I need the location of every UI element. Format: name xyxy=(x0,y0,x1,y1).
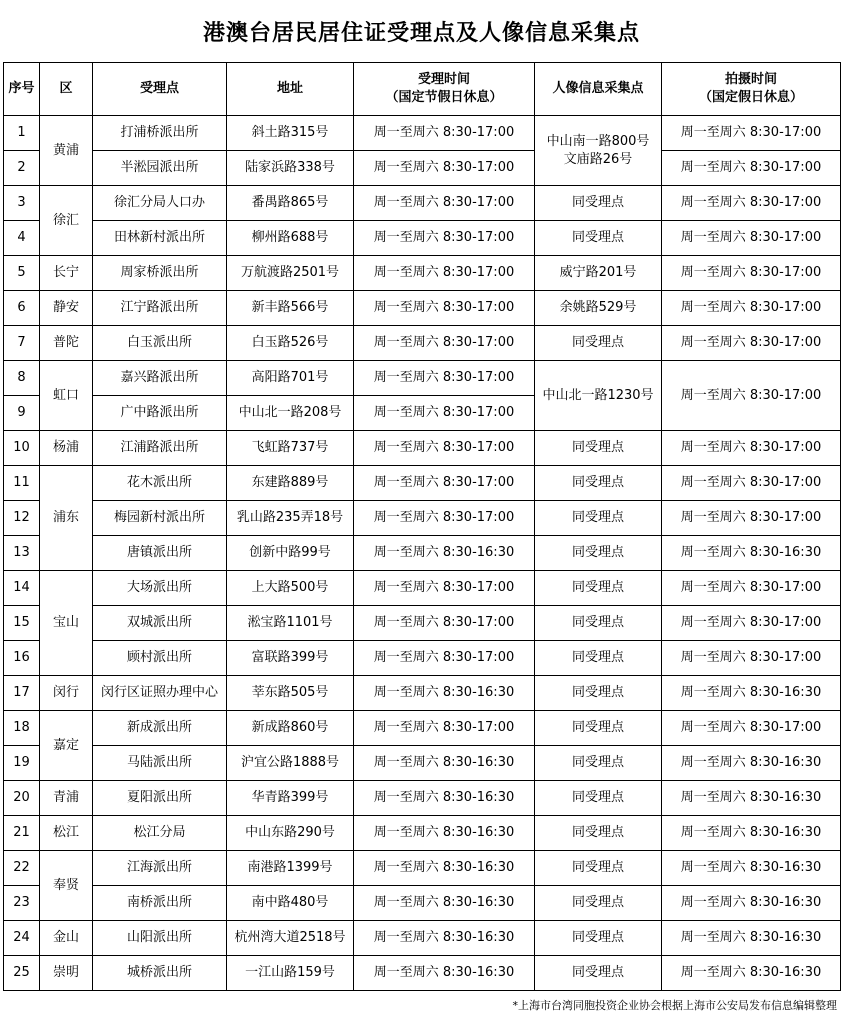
cell-office: 梅园新村派出所 xyxy=(93,501,227,536)
cell-accept-time: 周一至周六 8:30-17:00 xyxy=(354,571,535,606)
table-row xyxy=(4,116,841,151)
cell-photo-point: 威宁路201号 xyxy=(535,256,662,291)
table-row xyxy=(4,746,841,781)
cell-office: 城桥派出所 xyxy=(93,956,227,991)
cell-photo-point: 同受理点 xyxy=(535,501,662,536)
cell-address: 杭州湾大道2518号 xyxy=(227,921,354,956)
cell-accept-time: 周一至周六 8:30-17:00 xyxy=(354,431,535,466)
photo-point-line: 文庙路26号 xyxy=(563,151,633,167)
cell-no: 7 xyxy=(4,326,40,361)
cell-district: 静安 xyxy=(40,291,93,326)
cell-no: 22 xyxy=(4,851,40,886)
table-row xyxy=(4,186,841,221)
cell-shoot-time: 周一至周六 8:30-17:00 xyxy=(662,291,841,326)
cell-shoot-time: 周一至周六 8:30-17:00 xyxy=(662,326,841,361)
cell-photo-point: 同受理点 xyxy=(535,746,662,781)
header-accept-time xyxy=(354,63,535,116)
cell-district: 黄浦 xyxy=(40,116,93,186)
cell-office: 唐镇派出所 xyxy=(93,536,227,571)
cell-accept-time: 周一至周六 8:30-17:00 xyxy=(354,501,535,536)
cell-shoot-time: 周一至周六 8:30-16:30 xyxy=(662,886,841,921)
cell-accept-time: 周一至周六 8:30-17:00 xyxy=(354,256,535,291)
cell-accept-time: 周一至周六 8:30-17:00 xyxy=(354,186,535,221)
cell-shoot-time: 周一至周六 8:30-17:00 xyxy=(662,571,841,606)
table-row xyxy=(4,711,841,746)
cell-office: 白玉派出所 xyxy=(93,326,227,361)
cell-address: 上大路500号 xyxy=(227,571,354,606)
cell-no: 4 xyxy=(4,221,40,256)
cell-district: 宝山 xyxy=(40,571,93,676)
cell-photo-point: 同受理点 xyxy=(535,956,662,991)
table-row xyxy=(4,151,841,186)
cell-accept-time: 周一至周六 8:30-16:30 xyxy=(354,676,535,711)
cell-no: 25 xyxy=(4,956,40,991)
cell-address: 飞虹路737号 xyxy=(227,431,354,466)
cell-address: 富联路399号 xyxy=(227,641,354,676)
cell-office: 夏阳派出所 xyxy=(93,781,227,816)
cell-no: 13 xyxy=(4,536,40,571)
cell-district: 徐汇 xyxy=(40,186,93,256)
cell-no: 24 xyxy=(4,921,40,956)
cell-office: 嘉兴路派出所 xyxy=(93,361,227,396)
cell-photo-point: 同受理点 xyxy=(535,781,662,816)
cell-shoot-time: 周一至周六 8:30-17:00 xyxy=(662,221,841,256)
table-row xyxy=(4,256,841,291)
cell-shoot-time: 周一至周六 8:30-17:00 xyxy=(662,431,841,466)
cell-no: 21 xyxy=(4,816,40,851)
cell-office: 双城派出所 xyxy=(93,606,227,641)
cell-accept-time: 周一至周六 8:30-16:30 xyxy=(354,746,535,781)
header-accept-time-label: 受理时间 xyxy=(417,72,470,88)
cell-shoot-time: 周一至周六 8:30-17:00 xyxy=(662,116,841,151)
cell-photo-point: 中山北一路1230号 xyxy=(535,361,662,431)
cell-office: 顾村派出所 xyxy=(93,641,227,676)
cell-no: 10 xyxy=(4,431,40,466)
cell-no: 15 xyxy=(4,606,40,641)
cell-district: 杨浦 xyxy=(40,431,93,466)
cell-district: 青浦 xyxy=(40,781,93,816)
cell-shoot-time: 周一至周六 8:30-17:00 xyxy=(662,151,841,186)
table-row xyxy=(4,431,841,466)
cell-accept-time: 周一至周六 8:30-16:30 xyxy=(354,921,535,956)
cell-shoot-time: 周一至周六 8:30-17:00 xyxy=(662,501,841,536)
cell-accept-time: 周一至周六 8:30-17:00 xyxy=(354,361,535,396)
cell-shoot-time: 周一至周六 8:30-16:30 xyxy=(662,921,841,956)
cell-address: 一江山路159号 xyxy=(227,956,354,991)
cell-no: 2 xyxy=(4,151,40,186)
header-office: 受理点 xyxy=(93,63,227,116)
cell-address: 陆家浜路338号 xyxy=(227,151,354,186)
cell-no: 16 xyxy=(4,641,40,676)
header-district: 区 xyxy=(40,63,93,116)
table-row xyxy=(4,781,841,816)
cell-district: 长宁 xyxy=(40,256,93,291)
cell-shoot-time: 周一至周六 8:30-16:30 xyxy=(662,536,841,571)
cell-address: 白玉路526号 xyxy=(227,326,354,361)
photo-point-line: 中山南一路800号 xyxy=(546,133,650,149)
cell-office: 大场派出所 xyxy=(93,571,227,606)
cell-shoot-time: 周一至周六 8:30-17:00 xyxy=(662,711,841,746)
cell-photo-point: 同受理点 xyxy=(535,676,662,711)
cell-address: 斜土路315号 xyxy=(227,116,354,151)
cell-address: 沪宜公路1888号 xyxy=(227,746,354,781)
cell-no: 1 xyxy=(4,116,40,151)
cell-address: 东建路889号 xyxy=(227,466,354,501)
cell-no: 9 xyxy=(4,396,40,431)
cell-office: 徐汇分局人口办 xyxy=(93,186,227,221)
cell-accept-time: 周一至周六 8:30-17:00 xyxy=(354,711,535,746)
table-row xyxy=(4,816,841,851)
cell-office: 新成派出所 xyxy=(93,711,227,746)
table-row xyxy=(4,676,841,711)
cell-district: 奉贤 xyxy=(40,851,93,921)
table-row xyxy=(4,606,841,641)
header-photo-point: 人像信息采集点 xyxy=(535,63,662,116)
cell-no: 8 xyxy=(4,361,40,396)
cell-no: 23 xyxy=(4,886,40,921)
cell-accept-time: 周一至周六 8:30-16:30 xyxy=(354,781,535,816)
cell-district: 浦东 xyxy=(40,466,93,571)
cell-district: 松江 xyxy=(40,816,93,851)
table-row xyxy=(4,361,841,396)
cell-address: 中山北一路208号 xyxy=(227,396,354,431)
cell-address: 南中路480号 xyxy=(227,886,354,921)
cell-address: 柳州路688号 xyxy=(227,221,354,256)
cell-photo-point xyxy=(535,116,662,186)
cell-no: 19 xyxy=(4,746,40,781)
cell-district: 嘉定 xyxy=(40,711,93,781)
table-row xyxy=(4,501,841,536)
cell-shoot-time: 周一至周六 8:30-17:00 xyxy=(662,606,841,641)
cell-address: 乳山路235弄18号 xyxy=(227,501,354,536)
cell-address: 南港路1399号 xyxy=(227,851,354,886)
cell-no: 20 xyxy=(4,781,40,816)
cell-photo-point: 同受理点 xyxy=(535,536,662,571)
cell-district: 金山 xyxy=(40,921,93,956)
cell-address: 新成路860号 xyxy=(227,711,354,746)
cell-shoot-time: 周一至周六 8:30-16:30 xyxy=(662,746,841,781)
cell-office: 松江分局 xyxy=(93,816,227,851)
cell-office: 广中路派出所 xyxy=(93,396,227,431)
table-row xyxy=(4,571,841,606)
cell-accept-time: 周一至周六 8:30-17:00 xyxy=(354,396,535,431)
cell-office: 打浦桥派出所 xyxy=(93,116,227,151)
table-row xyxy=(4,536,841,571)
cell-district: 闵行 xyxy=(40,676,93,711)
cell-district: 普陀 xyxy=(40,326,93,361)
cell-photo-point: 同受理点 xyxy=(535,851,662,886)
table-row xyxy=(4,851,841,886)
cell-photo-point: 同受理点 xyxy=(535,221,662,256)
cell-office: 南桥派出所 xyxy=(93,886,227,921)
cell-accept-time: 周一至周六 8:30-17:00 xyxy=(354,116,535,151)
cell-office: 花木派出所 xyxy=(93,466,227,501)
cell-accept-time: 周一至周六 8:30-17:00 xyxy=(354,221,535,256)
cell-photo-point: 同受理点 xyxy=(535,886,662,921)
cell-district: 虹口 xyxy=(40,361,93,431)
cell-office: 马陆派出所 xyxy=(93,746,227,781)
cell-photo-point: 同受理点 xyxy=(535,921,662,956)
cell-shoot-time: 周一至周六 8:30-17:00 xyxy=(662,361,841,431)
cell-address: 新丰路566号 xyxy=(227,291,354,326)
cell-no: 12 xyxy=(4,501,40,536)
cell-office: 江浦路派出所 xyxy=(93,431,227,466)
table-row xyxy=(4,886,841,921)
cell-accept-time: 周一至周六 8:30-16:30 xyxy=(354,956,535,991)
cell-shoot-time: 周一至周六 8:30-16:30 xyxy=(662,851,841,886)
cell-shoot-time: 周一至周六 8:30-17:00 xyxy=(662,256,841,291)
cell-no: 17 xyxy=(4,676,40,711)
cell-photo-point: 同受理点 xyxy=(535,326,662,361)
cell-accept-time: 周一至周六 8:30-17:00 xyxy=(354,466,535,501)
cell-accept-time: 周一至周六 8:30-17:00 xyxy=(354,326,535,361)
cell-no: 18 xyxy=(4,711,40,746)
table-row xyxy=(4,221,841,256)
table-row xyxy=(4,466,841,501)
cell-no: 11 xyxy=(4,466,40,501)
header-shoot-time-label: 拍摄时间 xyxy=(724,72,777,88)
cell-photo-point: 同受理点 xyxy=(535,816,662,851)
table-row xyxy=(4,641,841,676)
cell-shoot-time: 周一至周六 8:30-16:30 xyxy=(662,676,841,711)
table-row xyxy=(4,291,841,326)
cell-shoot-time: 周一至周六 8:30-17:00 xyxy=(662,186,841,221)
cell-address: 番禺路865号 xyxy=(227,186,354,221)
cell-office: 闵行区证照办理中心 xyxy=(93,676,227,711)
header-shoot-time xyxy=(662,63,841,116)
cell-accept-time: 周一至周六 8:30-16:30 xyxy=(354,816,535,851)
cell-address: 中山东路290号 xyxy=(227,816,354,851)
cell-photo-point: 同受理点 xyxy=(535,606,662,641)
cell-address: 淞宝路1101号 xyxy=(227,606,354,641)
cell-accept-time: 周一至周六 8:30-17:00 xyxy=(354,606,535,641)
cell-accept-time: 周一至周六 8:30-17:00 xyxy=(354,641,535,676)
cell-photo-point: 同受理点 xyxy=(535,186,662,221)
cell-office: 江海派出所 xyxy=(93,851,227,886)
cell-accept-time: 周一至周六 8:30-17:00 xyxy=(354,291,535,326)
cell-office: 半淞园派出所 xyxy=(93,151,227,186)
cell-no: 14 xyxy=(4,571,40,606)
cell-no: 6 xyxy=(4,291,40,326)
cell-office: 周家桥派出所 xyxy=(93,256,227,291)
cell-accept-time: 周一至周六 8:30-17:00 xyxy=(354,151,535,186)
cell-shoot-time: 周一至周六 8:30-16:30 xyxy=(662,816,841,851)
cell-photo-point: 同受理点 xyxy=(535,431,662,466)
table-row xyxy=(4,921,841,956)
header-accept-time-note: （国定节假日休息） xyxy=(385,90,503,105)
cell-shoot-time: 周一至周六 8:30-17:00 xyxy=(662,641,841,676)
cell-address: 华青路399号 xyxy=(227,781,354,816)
cell-shoot-time: 周一至周六 8:30-16:30 xyxy=(662,956,841,991)
cell-address: 高阳路701号 xyxy=(227,361,354,396)
header-address: 地址 xyxy=(227,63,354,116)
cell-address: 创新中路99号 xyxy=(227,536,354,571)
cell-photo-point: 同受理点 xyxy=(535,571,662,606)
cell-office: 山阳派出所 xyxy=(93,921,227,956)
cell-photo-point: 余姚路529号 xyxy=(535,291,662,326)
table-header-row xyxy=(4,63,841,116)
cell-accept-time: 周一至周六 8:30-16:30 xyxy=(354,536,535,571)
service-points-table xyxy=(3,62,841,991)
cell-photo-point: 同受理点 xyxy=(535,466,662,501)
table-row xyxy=(4,956,841,991)
cell-address: 莘东路505号 xyxy=(227,676,354,711)
cell-accept-time: 周一至周六 8:30-16:30 xyxy=(354,851,535,886)
page-title: 港澳台居民居住证受理点及人像信息采集点 xyxy=(202,20,640,46)
table-row xyxy=(4,326,841,361)
cell-office: 江宁路派出所 xyxy=(93,291,227,326)
footnote: *上海市台湾同胞投资企业协会根据上海市公安局发布信息编辑整理 xyxy=(512,999,837,1012)
cell-shoot-time: 周一至周六 8:30-16:30 xyxy=(662,781,841,816)
cell-office: 田林新村派出所 xyxy=(93,221,227,256)
cell-no: 3 xyxy=(4,186,40,221)
header-shoot-time-note: （国定假日休息） xyxy=(698,90,803,105)
cell-photo-point: 同受理点 xyxy=(535,711,662,746)
header-no: 序号 xyxy=(4,63,40,116)
cell-district: 崇明 xyxy=(40,956,93,991)
cell-address: 万航渡路2501号 xyxy=(227,256,354,291)
cell-accept-time: 周一至周六 8:30-16:30 xyxy=(354,886,535,921)
cell-no: 5 xyxy=(4,256,40,291)
cell-photo-point: 同受理点 xyxy=(535,641,662,676)
cell-shoot-time: 周一至周六 8:30-17:00 xyxy=(662,466,841,501)
